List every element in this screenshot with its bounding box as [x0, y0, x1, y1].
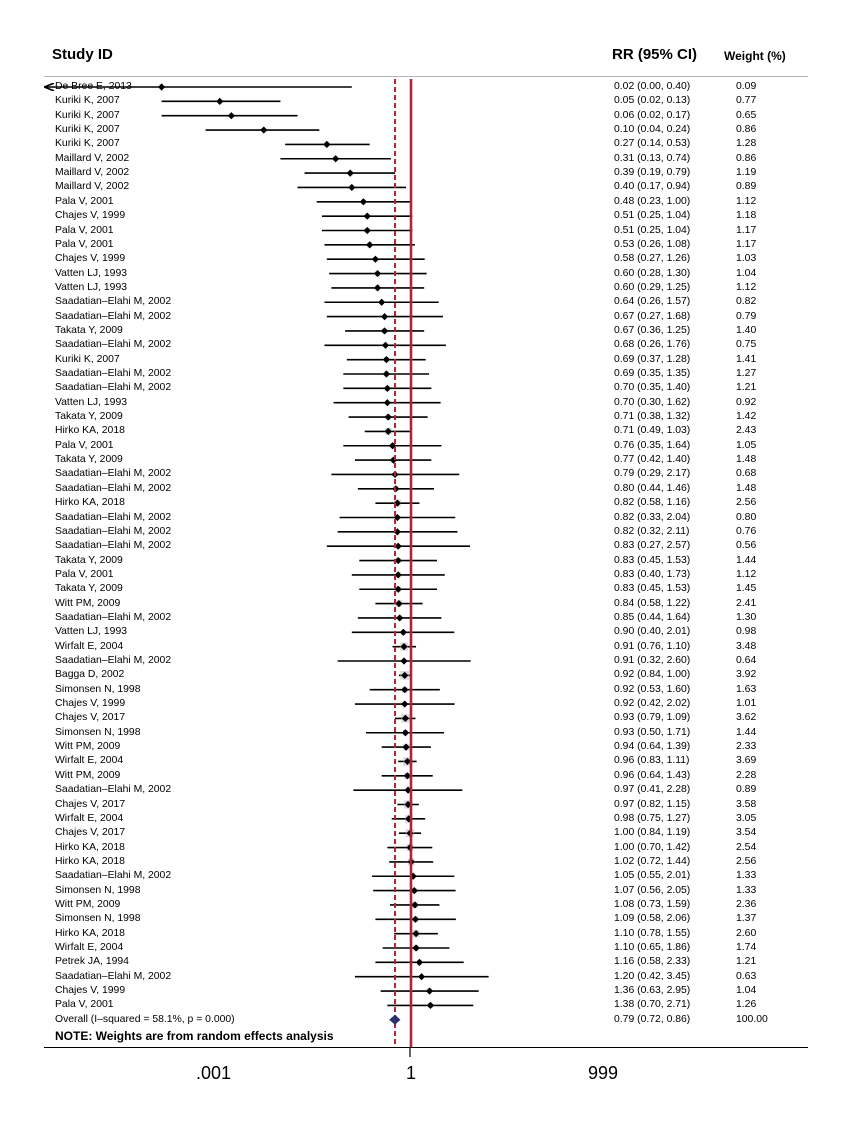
study-label: Pala V, 2001 [55, 568, 114, 580]
study-ci: 0.83 (0.27, 2.57) [614, 540, 691, 552]
study-label: Pala V, 2001 [55, 999, 114, 1011]
rr-ci-header: RR (95% CI) [612, 46, 698, 63]
study-weight: 1.74 [736, 942, 757, 953]
study-label: Saadatian–Elahi M, 2002 [55, 540, 172, 552]
study-ci: 0.64 (0.26, 1.57) [614, 296, 691, 308]
study-weight: 2.56 [736, 497, 757, 509]
study-label: Hirko KA, 2018 [55, 425, 125, 437]
study-label: Witt PM, 2009 [55, 741, 121, 753]
study-label: Saadatian–Elahi M, 2002 [55, 970, 172, 982]
study-weight: 1.48 [736, 454, 757, 466]
study-weight: 1.44 [736, 726, 757, 738]
overall-row-text [0, 1013, 842, 1027]
study-label: Saadatian–Elahi M, 2002 [55, 296, 172, 308]
study-weight: 1.41 [736, 353, 757, 365]
study-label: Maillard V, 2002 [55, 167, 130, 179]
study-weight: 1.28 [736, 138, 757, 150]
study-ci: 1.36 (0.63, 2.95) [614, 985, 691, 997]
study-weight: 2.56 [736, 855, 757, 867]
study-ci: 0.06 (0.02, 0.17) [614, 109, 691, 121]
study-ci: 0.02 (0.00, 0.40) [614, 81, 691, 92]
study-ci: 0.98 (0.75, 1.27) [614, 812, 691, 824]
study-weight: 1.45 [736, 583, 757, 595]
study-label: Takata Y, 2009 [55, 554, 123, 566]
study-ci: 1.10 (0.78, 1.55) [614, 927, 691, 939]
study-weight: 1.21 [736, 956, 757, 968]
study-weight: 2.54 [736, 841, 757, 853]
study-ci: 0.67 (0.27, 1.68) [614, 310, 691, 322]
study-ci: 0.10 (0.04, 0.24) [614, 124, 691, 136]
study-label: Simonsen N, 1998 [55, 683, 141, 695]
study-ci: 0.85 (0.44, 1.64) [614, 611, 691, 623]
study-weight: 1.18 [736, 210, 757, 222]
study-weight: 2.41 [736, 597, 757, 609]
study-ci: 0.82 (0.32, 2.11) [614, 525, 690, 537]
study-weight: 0.09 [736, 81, 757, 92]
study-ci: 0.68 (0.26, 1.76) [614, 339, 691, 351]
overall-ci: 0.79 (0.72, 0.86) [614, 1013, 691, 1025]
study-ci: 0.91 (0.32, 2.60) [614, 655, 691, 666]
study-ci: 0.51 (0.25, 1.04) [614, 210, 691, 222]
study-label: Chajes V, 2017 [55, 798, 126, 810]
study-weight: 3.48 [736, 640, 757, 652]
study-label: Chajes V, 2017 [55, 827, 126, 839]
study-weight: 0.75 [736, 339, 757, 351]
study-ci: 0.96 (0.83, 1.11) [614, 755, 690, 767]
study-label: Chajes V, 1999 [55, 210, 126, 222]
study-ci: 0.92 (0.42, 2.02) [614, 698, 691, 710]
study-weight: 3.62 [736, 712, 757, 724]
study-label: Simonsen N, 1998 [55, 913, 141, 925]
study-ci: 0.94 (0.64, 1.39) [614, 741, 691, 753]
study-ci: 0.48 (0.23, 1.00) [614, 195, 691, 207]
study-ci: 1.08 (0.73, 1.59) [614, 898, 691, 910]
study-ci: 0.82 (0.58, 1.16) [614, 497, 691, 509]
study-ci: 1.05 (0.55, 2.01) [614, 870, 691, 882]
study-label: Kuriki K, 2007 [55, 353, 120, 365]
study-weight: 2.33 [736, 741, 757, 753]
study-id-header: Study ID [52, 46, 113, 63]
study-ci: 0.79 (0.29, 2.17) [614, 468, 691, 480]
study-label: Vatten LJ, 1993 [55, 396, 128, 408]
study-label: Saadatian–Elahi M, 2002 [55, 382, 172, 394]
study-ci: 0.70 (0.30, 1.62) [614, 396, 691, 408]
study-weight: 1.05 [736, 439, 757, 451]
study-label: Simonsen N, 1998 [55, 884, 141, 896]
study-ci: 0.67 (0.36, 1.25) [614, 324, 691, 336]
study-weight: 0.86 [736, 152, 757, 164]
study-ci: 0.69 (0.35, 1.35) [614, 368, 691, 379]
study-ci: 0.97 (0.41, 2.28) [614, 784, 691, 796]
study-ci: 0.96 (0.64, 1.43) [614, 769, 691, 781]
study-label: Chajes V, 1999 [55, 985, 126, 997]
study-weight: 1.19 [736, 167, 757, 179]
study-ci: 0.92 (0.84, 1.00) [614, 669, 691, 681]
study-ci: 0.69 (0.37, 1.28) [614, 353, 691, 365]
study-ci: 1.07 (0.56, 2.05) [614, 884, 691, 896]
study-weight: 1.17 [736, 238, 757, 250]
overall-label: Overall (I–squared = 58.1%, p = 0.000) [55, 1013, 235, 1025]
weight-header: Weight (%) [724, 49, 786, 63]
study-weight: 0.82 [736, 296, 757, 308]
x-tick-label-null: 1 [406, 1063, 417, 1083]
study-weight: 2.28 [736, 769, 757, 781]
study-label: Saadatian–Elahi M, 2002 [55, 339, 172, 351]
study-label: Vatten LJ, 1993 [55, 281, 128, 293]
study-label: Saadatian–Elahi M, 2002 [55, 468, 172, 480]
study-label: Saadatian–Elahi M, 2002 [55, 368, 172, 379]
study-weight: 1.27 [736, 368, 757, 379]
study-weight: 1.04 [736, 267, 757, 279]
study-weight: 2.60 [736, 927, 757, 939]
study-label: Simonsen N, 1998 [55, 726, 141, 738]
study-label: Pala V, 2001 [55, 195, 114, 207]
study-weight: 0.86 [736, 124, 757, 136]
study-weight: 0.65 [736, 109, 757, 121]
study-label: Saadatian–Elahi M, 2002 [55, 655, 172, 666]
study-ci: 1.00 (0.84, 1.19) [614, 827, 691, 839]
study-weight: 1.37 [736, 913, 757, 925]
study-weight: 1.30 [736, 611, 757, 623]
study-ci: 1.02 (0.72, 1.44) [614, 855, 691, 867]
study-ci: 0.83 (0.40, 1.73) [614, 568, 691, 580]
study-weight: 1.12 [736, 281, 757, 293]
study-label: Saadatian–Elahi M, 2002 [55, 511, 172, 523]
study-weight: 0.80 [736, 511, 757, 523]
study-ci: 0.92 (0.53, 1.60) [614, 683, 691, 695]
study-weight: 2.36 [736, 898, 757, 910]
study-ci: 0.82 (0.33, 2.04) [614, 511, 691, 523]
study-label: Hirko KA, 2018 [55, 497, 125, 509]
study-label: Bagga D, 2002 [55, 669, 125, 681]
study-label: Takata Y, 2009 [55, 583, 123, 595]
study-label: Vatten LJ, 1993 [55, 626, 128, 638]
study-weight: 1.04 [736, 985, 757, 997]
study-label: Saadatian–Elahi M, 2002 [55, 482, 172, 494]
study-label: Pala V, 2001 [55, 224, 114, 236]
study-weight: 0.77 [736, 95, 757, 107]
study-label: Wirfalt E, 2004 [55, 755, 124, 767]
study-weight: 0.79 [736, 310, 757, 322]
study-ci: 1.00 (0.70, 1.42) [614, 841, 691, 853]
study-label: Saadatian–Elahi M, 2002 [55, 784, 172, 796]
study-weight: 1.63 [736, 683, 757, 695]
study-weight: 0.64 [736, 655, 757, 666]
study-ci: 0.39 (0.19, 0.79) [614, 167, 691, 179]
study-weight: 0.92 [736, 396, 757, 408]
study-weight: 1.26 [736, 999, 757, 1011]
study-weight: 1.33 [736, 884, 757, 896]
study-label: Hirko KA, 2018 [55, 855, 125, 867]
axis-top-rule [44, 1047, 808, 1048]
study-label: Wirfalt E, 2004 [55, 812, 124, 824]
study-weight: 0.98 [736, 626, 757, 638]
study-ci: 0.71 (0.38, 1.32) [614, 411, 691, 423]
study-ci: 0.83 (0.45, 1.53) [614, 583, 691, 595]
study-label: Chajes V, 1999 [55, 253, 126, 265]
study-weight: 1.44 [736, 554, 757, 566]
study-weight: 3.92 [736, 669, 757, 681]
study-ci: 1.38 (0.70, 2.71) [614, 999, 691, 1011]
study-weight: 0.89 [736, 181, 757, 193]
study-weight: 3.05 [736, 812, 757, 824]
study-label: Pala V, 2001 [55, 439, 114, 451]
study-weight: 1.03 [736, 253, 757, 265]
study-label: Maillard V, 2002 [55, 152, 130, 164]
study-weight: 0.76 [736, 525, 757, 537]
study-ci: 0.91 (0.76, 1.10) [614, 640, 691, 652]
study-label: Petrek JA, 1994 [55, 956, 129, 968]
study-ci: 0.27 (0.14, 0.53) [614, 138, 691, 150]
study-ci: 0.58 (0.27, 1.26) [614, 253, 691, 265]
study-label: Wirfalt E, 2004 [55, 640, 124, 652]
study-ci: 0.70 (0.35, 1.40) [614, 382, 691, 394]
study-label: Takata Y, 2009 [55, 454, 123, 466]
study-ci: 0.31 (0.13, 0.74) [614, 152, 691, 164]
study-label: Wirfalt E, 2004 [55, 942, 124, 953]
study-weight: 1.42 [736, 411, 757, 423]
study-label: Kuriki K, 2007 [55, 95, 120, 107]
study-weight: 1.33 [736, 870, 757, 882]
weights-note: NOTE: Weights are from random effects analysis [55, 1029, 334, 1043]
study-ci: 0.77 (0.42, 1.40) [614, 454, 691, 466]
overall-weight: 100.00 [736, 1013, 768, 1025]
study-ci: 0.76 (0.35, 1.64) [614, 439, 691, 451]
study-weight: 0.63 [736, 970, 757, 982]
study-label: Vatten LJ, 1993 [55, 267, 128, 279]
study-label: Saadatian–Elahi M, 2002 [55, 870, 172, 882]
study-weight: 1.01 [736, 698, 757, 710]
study-weight: 0.56 [736, 540, 757, 552]
study-label: Chajes V, 2017 [55, 712, 126, 724]
study-ci: 0.93 (0.50, 1.71) [614, 726, 691, 738]
study-label: Pala V, 2001 [55, 238, 114, 250]
study-weight: 1.12 [736, 195, 757, 207]
study-label: Saadatian–Elahi M, 2002 [55, 310, 172, 322]
study-ci: 0.93 (0.79, 1.09) [614, 712, 691, 724]
study-weight: 1.40 [736, 324, 757, 336]
study-ci: 1.20 (0.42, 3.45) [614, 970, 691, 982]
study-weight: 0.89 [736, 784, 757, 796]
study-label: Saadatian–Elahi M, 2002 [55, 611, 172, 623]
study-label: Maillard V, 2002 [55, 181, 130, 193]
x-tick-label-max: 999 [588, 1063, 619, 1083]
study-ci: 0.83 (0.45, 1.53) [614, 554, 691, 566]
study-label: Saadatian–Elahi M, 2002 [55, 525, 172, 537]
study-label: Takata Y, 2009 [55, 324, 123, 336]
study-ci: 0.60 (0.29, 1.25) [614, 281, 691, 293]
study-label: Witt PM, 2009 [55, 769, 121, 781]
study-weight: 1.21 [736, 382, 757, 394]
study-ci: 0.60 (0.28, 1.30) [614, 267, 691, 279]
study-label: Witt PM, 2009 [55, 898, 121, 910]
study-label: Witt PM, 2009 [55, 597, 121, 609]
study-ci: 0.90 (0.40, 2.01) [614, 626, 691, 638]
study-ci: 0.05 (0.02, 0.13) [614, 95, 691, 107]
study-label: Hirko KA, 2018 [55, 927, 125, 939]
study-weight: 0.68 [736, 468, 757, 480]
study-ci: 0.71 (0.49, 1.03) [614, 425, 691, 437]
study-ci: 0.51 (0.25, 1.04) [614, 224, 691, 236]
study-label: Kuriki K, 2007 [55, 109, 120, 121]
study-weight: 3.69 [736, 755, 757, 767]
study-ci: 0.40 (0.17, 0.94) [614, 181, 691, 193]
study-label: Kuriki K, 2007 [55, 138, 120, 150]
study-weight: 2.43 [736, 425, 757, 437]
study-ci: 0.84 (0.58, 1.22) [614, 597, 691, 609]
study-weight: 1.12 [736, 568, 757, 580]
study-label: Takata Y, 2009 [55, 411, 123, 423]
study-ci: 0.97 (0.82, 1.15) [614, 798, 691, 810]
study-ci: 0.53 (0.26, 1.08) [614, 238, 691, 250]
study-weight: 1.48 [736, 482, 757, 494]
study-weight: 1.17 [736, 224, 757, 236]
study-ci: 1.16 (0.58, 2.33) [614, 956, 691, 968]
study-label: De Bree E, 2013 [55, 81, 132, 92]
study-label: Chajes V, 1999 [55, 698, 126, 710]
study-ci: 0.80 (0.44, 1.46) [614, 482, 691, 494]
study-weight: 3.58 [736, 798, 757, 810]
study-ci: 1.10 (0.65, 1.86) [614, 942, 691, 953]
study-ci: 1.09 (0.58, 2.06) [614, 913, 691, 925]
study-weight: 3.54 [736, 827, 757, 839]
x-tick-label-min: .001 [196, 1063, 232, 1083]
study-label: Hirko KA, 2018 [55, 841, 125, 853]
study-label: Kuriki K, 2007 [55, 124, 120, 136]
